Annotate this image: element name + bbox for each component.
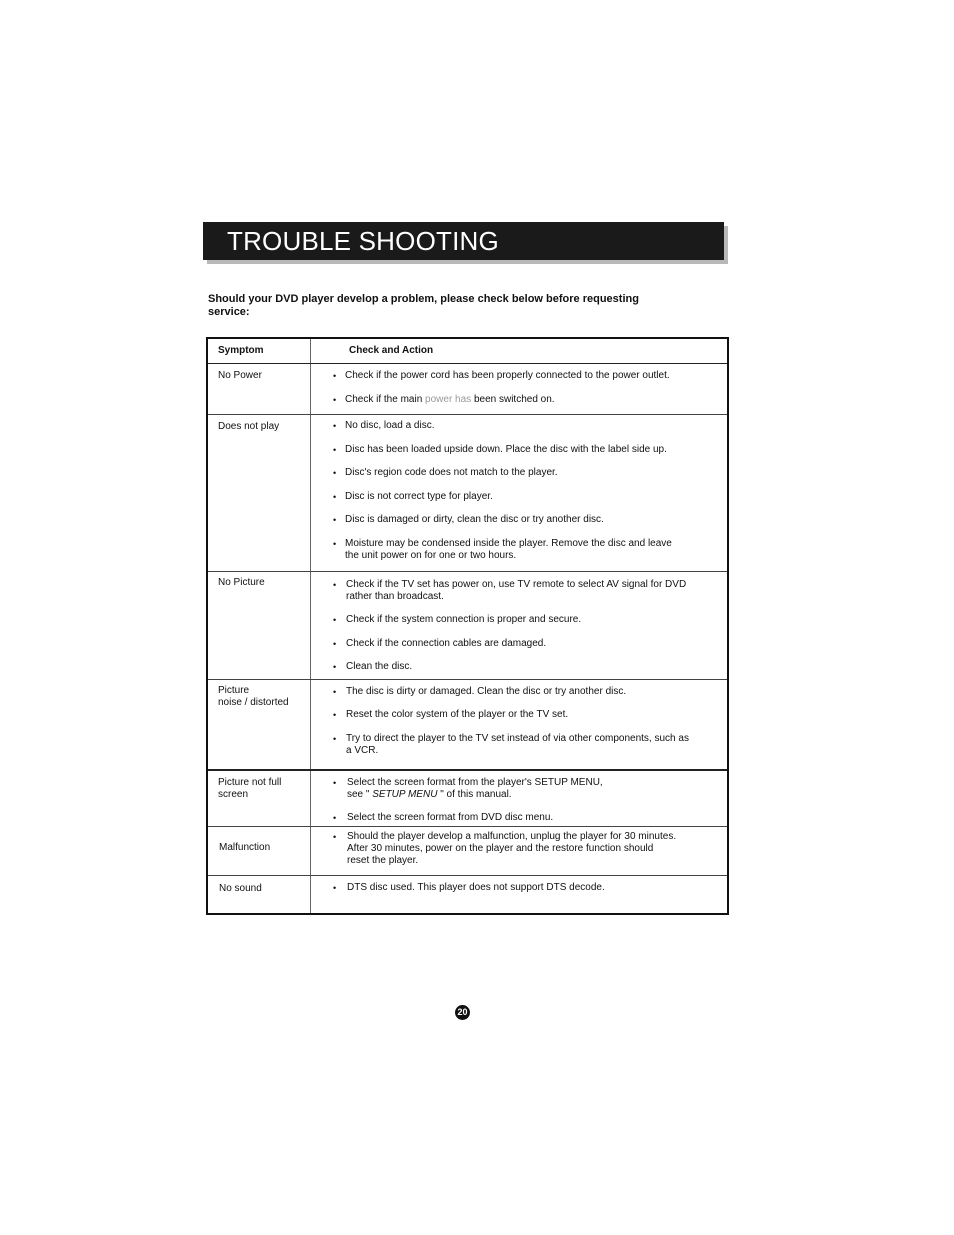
intro-text: Should your DVD player develop a problem, please check below before requesting service: — [208, 293, 639, 318]
bullet-icon: • — [333, 468, 337, 478]
symptom-cell: No Picture — [218, 577, 265, 588]
bullet-icon: • — [333, 778, 337, 788]
bullet-icon: • — [333, 492, 337, 502]
header-symptom: Symptom — [218, 345, 264, 356]
page-title: TROUBLE SHOOTING — [203, 222, 724, 260]
bullet-icon: • — [333, 421, 337, 431]
bullet-icon: • — [333, 515, 337, 525]
table-row-no-picture: No Picture • Check if the TV set has power on, use TV remote to select AV signal for DVD rather than broadcast. • Check if the system connection is proper and secure. • Check if the connection cables are damaged. • Clean the disc. — [208, 571, 727, 680]
table-row-no-sound: No sound • DTS disc used. This player does not support DTS decode. — [219, 882, 605, 894]
bullet-icon: • — [333, 883, 337, 893]
bullet-icon: • — [333, 662, 337, 672]
symptom-cell: No Power — [218, 370, 262, 381]
symptom-cell: Picture noise / distorted — [218, 685, 289, 708]
symptom-cell: Malfunction — [219, 842, 271, 853]
table-row-picture-noise: Picture noise / distorted • The disc is dirty or damaged. Clean the disc or try another disc. • Reset the color system of the player or the TV set. • Try to direct the player to the TV set instead of via other components, such as a VCR. — [208, 679, 727, 771]
table-header — [208, 339, 727, 364]
title-banner — [203, 222, 724, 260]
symptom-cell: Picture not full screen — [218, 777, 282, 800]
bullet-icon: • — [333, 832, 337, 842]
bullet-icon: • — [333, 539, 337, 549]
bullet-icon: • — [333, 371, 337, 381]
bullet-icon: • — [333, 813, 337, 823]
table-row-no-power: No Power • Check if the power cord has been properly connected to the power outlet. • Check if the main power has been switched on. — [208, 363, 727, 415]
bullet-icon: • — [333, 395, 337, 405]
header-check-action: Check and Action — [349, 345, 434, 356]
symptom-cell: No sound — [219, 883, 262, 894]
table-row-not-full-screen: Picture not full screen • Select the screen format from the player's SETUP MENU, see " SETUP MENU " of this manual. • Select the screen format from DVD disc menu. — [208, 771, 727, 827]
bullet-icon: • — [333, 687, 337, 697]
symptom-cell: Does not play — [218, 421, 280, 432]
page-number: 20 — [455, 1005, 470, 1020]
bullet-icon: • — [333, 710, 337, 720]
table-row-malfunction: Malfunction • Should the player develop a malfunction, unplug the player for 30 minutes. After 30 minutes, power on the player and the restore function should reset the player. — [208, 826, 727, 876]
troubleshooting-table — [206, 337, 729, 915]
bullet-icon: • — [333, 445, 337, 455]
bullet-icon: • — [333, 615, 337, 625]
bullet-icon: • — [333, 639, 337, 649]
bullet-icon: • — [333, 580, 337, 590]
bullet-icon: • — [333, 734, 337, 744]
table-row-does-not-play: Does not play • No disc, load a disc. • Disc has been loaded upside down. Place the disc with the label side up. • Disc's region code does not match to the player. • Disc is not correct type for player. • Disc is damaged or dirty, clean the disc or try another disc. • Moisture may be condensed inside the player. Remove the disc and leave the unit power on for one or two hours. — [208, 414, 727, 572]
